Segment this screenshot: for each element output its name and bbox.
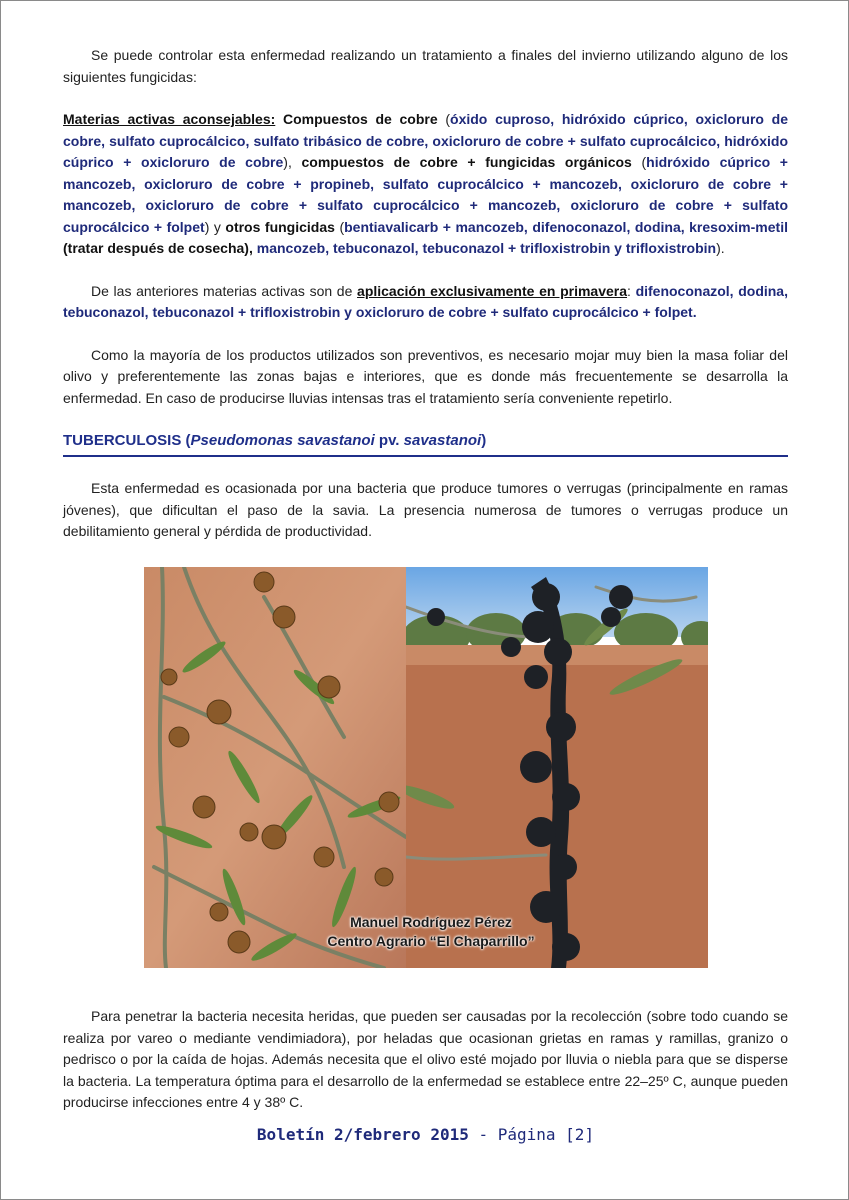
tuberculosis-description: Esta enfermedad es ocasionada por una bacteria que produce tumores o verrugas (principalmente en ramas jóvenes), que dificultan el paso de la savia. La presencia numerosa de tumores o verrugas produce un debilitamiento general y pérdida de productividad. — [63, 480, 788, 539]
materias-t8: ( — [334, 218, 345, 235]
primavera-list: difenoconazol, dodina, tebuconazol, tebuconazol + trifloxistrobin y oxicloruro de cobre + sulfato cuprocálcico + folpet. — [63, 282, 788, 320]
primavera-emphasis: aplicación exclusivamente en primavera — [357, 282, 628, 299]
heading-t2: pv. — [374, 432, 404, 449]
page-footer — [1, 1125, 849, 1144]
materias-t2: ( — [445, 111, 451, 127]
photo-credit — [301, 913, 561, 951]
materias-t9: (tratar después de cosecha), — [63, 240, 257, 256]
footer-bulletin: Boletín 2/febrero 2015 — [256, 1125, 469, 1144]
materias-t6: ) y — [204, 218, 226, 235]
heading-pathovar: savastanoi — [403, 432, 482, 449]
photo-olive-trunk-with-tumors — [406, 567, 708, 968]
infection-conditions-paragraph: Para penetrar la bacteria necesita heridas, que pueden ser causadas por la recolección (sobre todo cuando se realiza por vareo o mediante vendimiadora), por heladas que ocasionan grietas en ramas y ramillas, granizo o pedrisco o por la caída de hojas. Además necesita que el olivo esté mojado por lluvia o niebla para que se disperse la bacteria. La temperatura óptima para el desarrollo de la enfermedad se establece entre 22–25º C, aunque pueden producirse infecciones entre 4 y 38º C. — [63, 1008, 788, 1110]
heading-t1: TUBERCULOSIS ( — [63, 432, 191, 449]
photo-credit-institution: Centro Agrario “El Chaparrillo” — [327, 933, 535, 949]
heading-scientific-name: Pseudomonas savastanoi — [190, 432, 375, 449]
olive-knot-photos — [144, 567, 708, 968]
materias-t3: ), — [283, 154, 302, 170]
photo-credit-author: Manuel Rodríguez Pérez — [350, 914, 512, 930]
heading-t3: ) — [481, 432, 487, 449]
materias-t10: ). — [716, 240, 725, 256]
materias-label: Materias activas aconsejables: — [63, 111, 276, 127]
primavera-t1: De las anteriores materias activas son de — [91, 282, 358, 299]
photo-branch-with-galls — [144, 567, 406, 968]
materias-paragraph — [63, 109, 788, 260]
materias-t5: ( — [631, 154, 647, 170]
primavera-t2: : — [627, 282, 636, 299]
materias-t1: Compuestos de cobre — [275, 111, 446, 127]
upper-content — [63, 45, 788, 543]
materias-list-copper: óxido cuproso, hidróxido cúprico, oxicloruro de cobre, sulfato cuprocálcico, sulfato tribásico de cobre, oxicloruro de cobre + sulfato cuprocálcico, hidróxido cúprico + oxicloruro de cobre — [63, 111, 789, 170]
section-heading-tuberculosis — [63, 431, 788, 457]
materias-list-other: bentiavalicarb + mancozeb, difenoconazol, dodina, kresoxim-metil — [344, 218, 788, 235]
preventive-paragraph: Como la mayoría de los productos utilizados son preventivos, es necesario mojar muy bien la masa foliar del olivo y preferentemente las zonas bajas e interiores, que es donde más frecuentemente se desarrolla la enfermedad. En caso de producirse lluvias intensas tras el tratamiento sería conveniente repetirlo. — [63, 346, 788, 406]
materias-list-other2: mancozeb, tebuconazol, tebuconazol + trifloxistrobin y trifloxistrobin — [256, 240, 717, 256]
materias-list-organic: hidróxido cúprico + mancozeb, oxicloruro de cobre + propineb, sulfato cuprocálcico + mancozeb, oxicloruro de cobre + mancozeb, oxicloruro de cobre + sulfato cuprocálcico + mancozeb, oxicloruro de cobre + sulfato cuprocálcico + folpet — [63, 154, 788, 235]
primavera-paragraph — [63, 281, 788, 324]
footer-page-number: - Página [2] — [468, 1125, 595, 1144]
materias-t7: otros fungicidas — [225, 218, 335, 235]
lower-content — [63, 1006, 788, 1114]
materias-t4: compuestos de cobre + fungicidas orgánicos — [301, 154, 632, 170]
intro-paragraph: Se puede controlar esta enfermedad realizando un tratamiento a finales del invierno utilizando alguno de los siguientes fungicidas: — [63, 47, 788, 85]
